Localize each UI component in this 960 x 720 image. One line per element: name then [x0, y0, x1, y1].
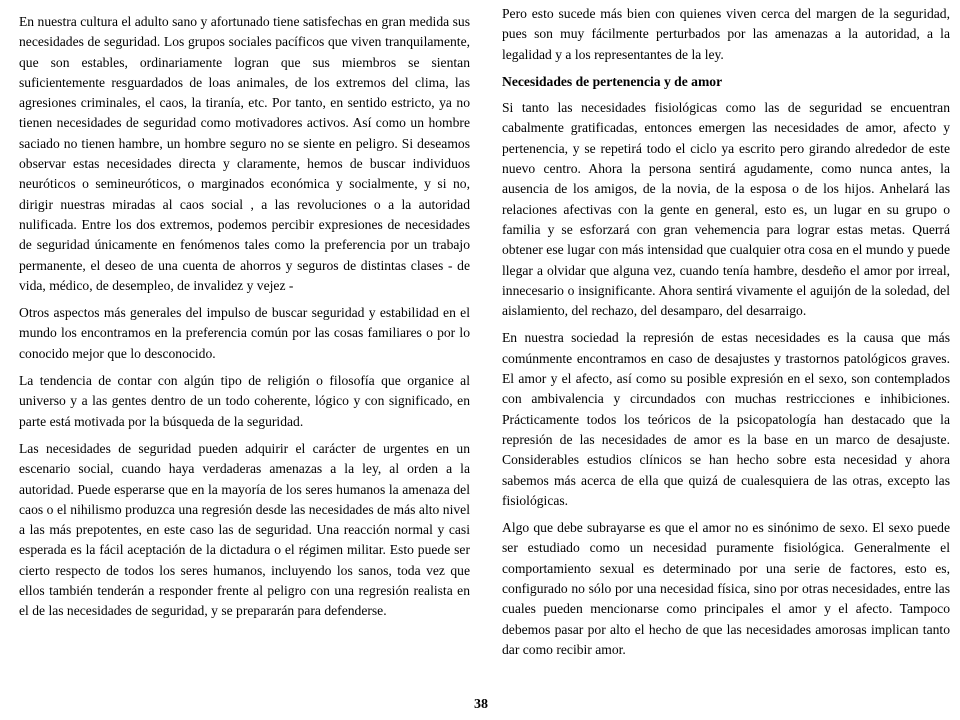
paragraph-urgent-security: Las necesidades de seguridad pueden adquirir el carácter de urgentes en un escenario social, cuando haya verdaderas amenazas a la ley, al orden a la autoridad. Puede esperarse que en la mayoría de los seres humanos la amenaza del caos o el nihilismo produzca una regresión desde las necesidades de más alto nivel a las más prepotentes, en este caso las de seguridad. Una reacción normal y casi esperada es la fácil aceptación de la dictadura o el régimen militar. Esto puede ser cierto respecto de todos los seres humanos, incluyendo los sanos, toda vez que ellos también tenderán a responder frente al peligro con una regresión realista en el de las necesidades de seguridad, y se prepararán para defenderse.: [19, 440, 470, 619]
right-column: [502, 4, 950, 667]
paragraph-familiar-things: Otros aspectos más generales del impulso de buscar seguridad y estabilidad en el mundo los encontramos en la preferencia común por las cosas familiares o por lo conocido mejor que lo desconocido.: [19, 305, 470, 361]
page-number: 38: [474, 697, 488, 712]
paragraph-religion: La tendencia de contar con algún tipo de religión o filosofía que organice al universo y a las gentes dentro de un todo coherente, lógico y con significado, en parte está motivada por la búsqueda de la seguridad.: [19, 373, 470, 429]
paragraph-love-needs: Si tanto las necesidades fisiológicas como las de seguridad se encuentran cabalmente gratificadas, entonces emergen las necesidades de amor, afecto y pertenencia, y se repetirá todo el ciclo ya escrito pero girando alrededor de este nuevo centro. Ahora la persona sentirá agudamente, como nunca antes, la ausencia de los amigos, de la novia, de la esposa o de los hijos. Anhelará las relaciones afectivas con la gente en general, esto es, un lugar en su grupo o familia y se esforzará con gran vehemencia para lograr estas metas. Querrá obtener ese lugar con más intensidad que cualquier otra cosa en el mundo y puede llegar a olvidar que alguna vez, cuando tenía hambre, desdeño el amor por irreal, innecesario o insignificante. Ahora sentirá vivamente el aguijón de la soledad, del aislamiento, del rechazo, del desamparo, del desarraigo.: [502, 100, 950, 319]
left-column: [19, 12, 470, 629]
paragraph-margin-security: Pero esto sucede más bien con quienes viven cerca del margen de la seguridad, pues son muy fácilmente perturbados por las amenazas a la autoridad, a la legalidad y a los representantes de la ley.: [502, 6, 950, 62]
paragraph-security-adult: En nuestra cultura el adulto sano y afortunado tiene satisfechas en gran medida sus necesidades de seguridad. Los grupos sociales pacíficos que viven tranquilamente, que son estables, ordinariamente logran que sus miembros se sientan suficientemente resguardados de loas animales, de los extremos del clima, las agresiones criminales, el caos, la tiranía, etc. Por tanto, en sentido estricto, ya no tienen necesidades de seguridad como motivadores activos. Así como un hombre saciado no tienen hambre, un hombre seguro no se siente en peligro. Si deseamos observar estas necesidades directa y claramente, hemos de buscar individuos neuróticos o semineuróticos, o marginados económica y socialmente, y si no, dirigir nuestras miradas al caos social , a las revoluciones o a la autoridad nulificada. Entre los dos extremos, podemos percibir expresiones de necesidades de seguridad únicamente en fenómenos tales como la preferencia por un trabajo permanente, el deseo de una cuenta de ahorros y seguros de distintas clases - de vida, médico, de desempleo, de invalidez y vejez -: [19, 14, 470, 293]
paragraph-love-not-sex: Algo que debe subrayarse es que el amor no es sinónimo de sexo. El sexo puede ser estudiado como un necesidad puramente fisiológica. Generalmente el comportamiento sexual es determinado por una serie de factores, esto es, configurado no sólo por una necesidad física, sino por otras necesidades, entre las cuales pueden mencionarse como principales el amor y el afecto. Tampoco debemos pasar por alto el hecho de que las necesidades amorosas implican tanto dar como recibir amor.: [502, 520, 950, 657]
section-heading: Necesidades de pertenencia y de amor: [502, 73, 723, 89]
paragraph-repression: En nuestra sociedad la represión de estas necesidades es la causa que más comúnmente encontramos en caso de desajustes y trastornos patológicos graves. El amor y el afecto, así como su posible expresión en el sexo, son contemplados con ambivalencia y circundados con muchas restricciones e inhibiciones. Prácticamente todos los teóricos de la psicopatología han destacado que la represión de las necesidades de amor es la base en un marco de desajuste. Considerables estudios clínicos se han hecho sobre esta necesidad y ahora sabemos más acerca de ella que quizá de cualesquiera de las otras, excepto las fisiológicas.: [502, 330, 950, 508]
